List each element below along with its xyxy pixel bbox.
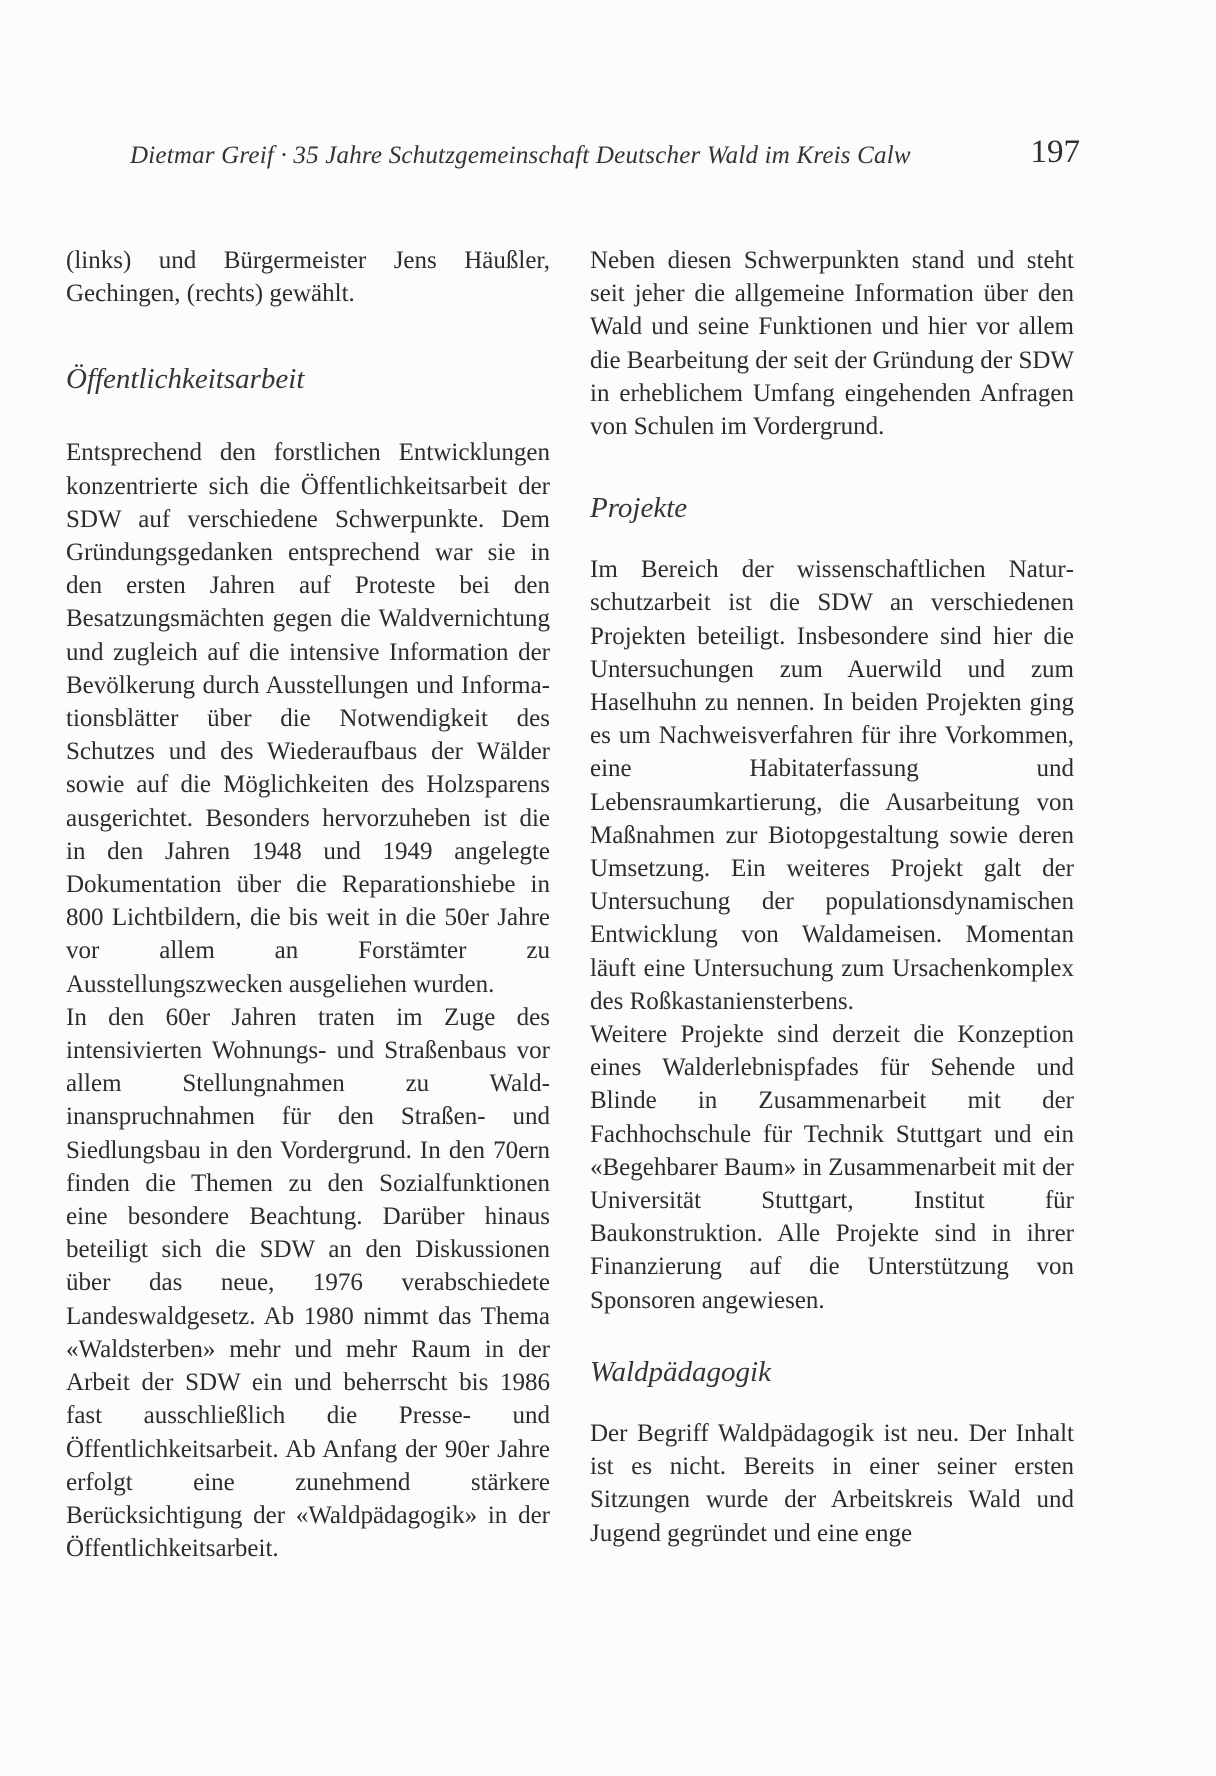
paragraph-projekte-1: Im Bereich der wissenschaftlichen Naturschutzarbeit ist die SDW an verschiedenen Projekten beteiligt. Insbesondere sind hier die Untersuchungen zum Auerwild und zum Haselhuhn zu nennen. In beiden Projekten ging es um Nachweisverfahren für ihre Vorkommen, eine Habitaterfassung und Lebensraumkartierung, die Ausarbeitung von Maßnahmen zur Biotopgestaltung sowie deren Umsetzung. Ein weiteres Projekt galt der Untersuchung der populationsdynamischen Entwicklung von Waldameisen. Momentan läuft eine Untersuchung zum Ursachenkomplex des Roßkastaniensterbens. bbox=[590, 556, 1074, 1015]
page-number: 197 bbox=[1030, 134, 1080, 170]
running-title: Dietmar Greif · 35 Jahre Schutzgemeinschaft Deutscher Wald im Kreis Calw bbox=[130, 142, 911, 169]
paragraph-oeffentlichkeitsarbeit-1: Entsprechend den forstlichen Entwicklungen konzentrierte sich die Öffentlichkeitsarbeit der SDW auf verschiedene Schwerpunkte. Dem Gründungsgedanken entsprechend war sie in den ersten Jahren auf Proteste bei den Besatzungsmächten gegen die Waldvernichtung und zugleich auf die intensive Information der Bevölkerung durch Ausstellungen und Informationsblätter über die Notwendigkeit des Schutzes und des Wiederaufbaus der Wälder sowie auf die Möglichkeiten des Holzsparens ausgerichtet. Besonders hervorzuheben ist die in den Jahren 1948 und 1949 angelegte Dokumentation über die Reparationshiebe in 800 Lichtbildern, die bis weit in die 50er Jahre vor allem an Forstämter zu Ausstellungszwecken ausgeliehen wurden. bbox=[66, 439, 550, 998]
section-heading-projekte: Projekte bbox=[590, 492, 688, 525]
paragraph-waldpaedagogik-1: Der Begriff Waldpädagogik ist neu. Der Inhalt ist es nicht. Bereits in einer seiner ersten Sitzungen wurde der Arbeitskreis Wald und Jugend gegründet und eine enge bbox=[590, 1419, 1074, 1547]
running-header bbox=[130, 134, 1082, 174]
right-column bbox=[590, 244, 1074, 1550]
paragraph-projekte-2: Weitere Projekte sind derzeit die Konzeption eines Walderlebnispfades für Sehende und Blinde in Zusammenarbeit mit der Fachhochschule für Technik Stuttgart und ein «Begehbarer Baum» in Zusammenarbeit mit der Universität Stuttgart, Institut für Baukonstruktion. Alle Projekte sind in ihrer Finanzierung auf die Unterstützung von Sponsoren angewiesen. bbox=[590, 1021, 1074, 1314]
right-intro-paragraph: Neben diesen Schwerpunkten stand und steht seit jeher die allgemeine Information über den Wald und seine Funktionen und hier vor allem die Bearbeitung der seit der Gründung der SDW in erheblichem Umfang eingehenden Anfragen von Schulen im Vordergrund. bbox=[590, 247, 1074, 441]
section-heading-oeffentlichkeitsarbeit: Öffentlichkeitsarbeit bbox=[66, 363, 305, 396]
paragraph-oeffentlichkeitsarbeit-2: In den 60er Jahren traten im Zuge des intensivierten Wohnungs- und Straßenbaus vor allem Stellungnahmen zu Waldinanspruchnahmen für den Straßen- und Siedlungsbau in den Vordergrund. In den 70ern finden die Themen zu den Sozialfunktionen eine besondere Beachtung. Darüber hinaus beteiligt sich die SDW an den Diskussionen über das neue, 1976 verabschiedete Landeswaldgesetz. Ab 1980 nimmt das Thema «Waldsterben» mehr und mehr Raum in der Arbeit der SDW ein und beherrscht bis 1986 fast ausschließlich die Presse- und Öffentlichkeitsarbeit. Ab Anfang der 90er Jahre erfolgt eine zunehmend stärkere Berücksichtigung der «Waldpädagogik» in der Öffentlichkeitsarbeit. bbox=[66, 1003, 550, 1563]
section-heading-waldpaedagogik: Waldpädagogik bbox=[590, 1355, 771, 1388]
left-intro-paragraph: (links) und Bürgermeister Jens Häußler, Gechingen, (rechts) gewählt. bbox=[66, 247, 550, 308]
left-column bbox=[66, 244, 550, 1565]
